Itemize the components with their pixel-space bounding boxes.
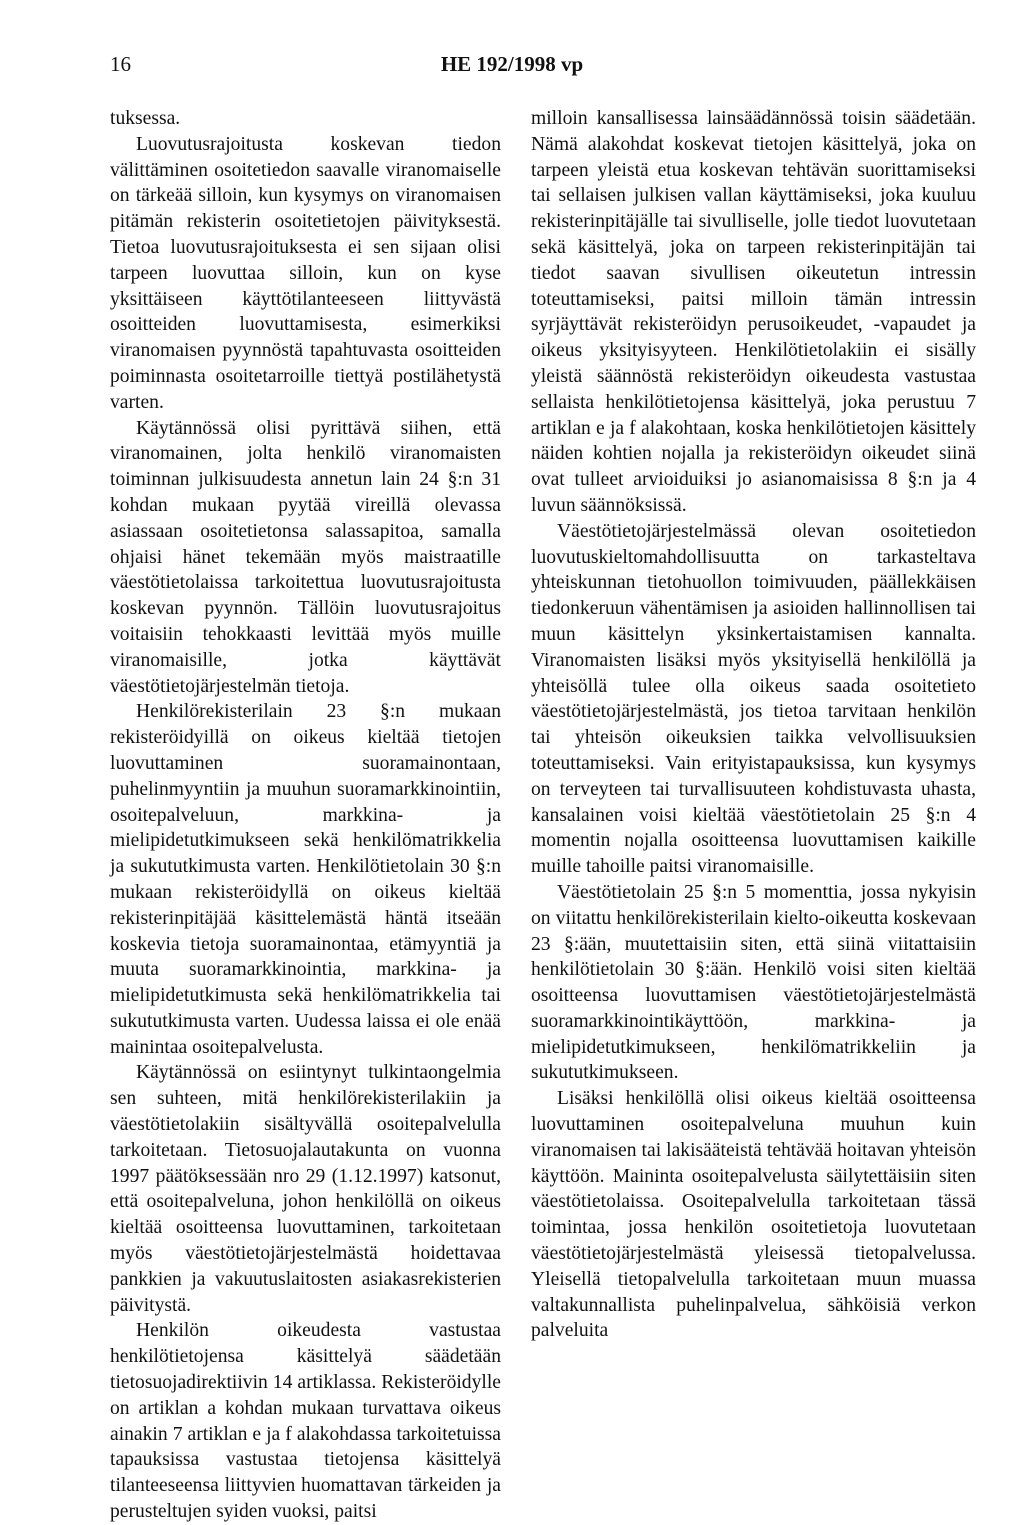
paragraph: milloin kansallisessa lainsäädännössä toisin säädetään. Nämä alakohdat koskevat tietojen käsittelyä, joka on tarpeen yleistä etua koskevan tehtävän suorittamiseksi tai sellaisen julkisen vallan käyttämiseksi, joka kuuluu rekisterinpitäjälle tai sivulliselle, jolle tiedot luovutetaan sekä käsittelyä, joka on tarpeen rekisterinpitäjän tai tiedot saavan sivullisen oikeutetun intressin toteuttamiseksi, paitsi milloin tämän intressin syrjäyttävät rekisteröidyn perusoikeudet, -vapaudet ja oikeus yksityisyyteen. Henkilötietolakiin ei sisälly yleistä säännöstä rekisteröidyn oikeudesta vastustaa sellaista henkilötietojensa käsittelyä, joka perustuu 7 artiklan e ja f alakohtaan, koska henkilötietojen käsittely näiden kohtien nojalla ja rekisteröidyn oikeudet siinä ovat tulleet arvioiduiksi jo asianomaisissa 8 §:n ja 4 luvun säännöksissä. <box>531 108 976 516</box>
paragraph: Väestötietolain 25 §:n 5 momenttia, jossa nykyisin on viitattu henkilörekisterilain kielto-oikeutta koskevaan 23 §:ään, muutettaisiin siten, että siinä viitattaisiin henkilötietolain 30 §:ään. Henkilö voisi siten kieltää osoitteensa luovuttamisen väestötietojärjestelmästä suoramarkkinointikäyttöön, markkina- ja mielipidetutkimukseen, henkilömatrikkeliin ja sukututkimukseen. <box>531 881 976 1084</box>
document-id: HE 192/1998 vp <box>440 52 584 76</box>
paragraph: Lisäksi henkilöllä olisi oikeus kieltää osoitteensa luovuttaminen osoitepalveluna muuhun kuin viranomaisen tai lakisääteistä tehtävää hoitavan yhteisön käyttöön. Maininta osoitepalvelusta säilytettäisiin siten väestötietolaissa. Osoitepalvelulla tarkoitetaan tässä toimintaa, jossa henkilön osoitetietoja luovutetaan väestötietojärjestelmästä yleisessä tietopalvelussa. Yleisellä tietopalvelulla tarkoitetaan muun muassa valtakunnallista puhelinpalvelua, sähköisiä verkon palveluita <box>531 1088 976 1342</box>
paragraph: Henkilörekisterilain 23 §:n mukaan rekisteröidyillä on oikeus kieltää tietojen luovuttaminen suoramainontaan, puhelinmyyntiin ja muuhun suoramarkkinointiin, osoitepalveluun, markkina- ja mielipidetutkimukseen sekä henkilömatrikkelia ja sukututkimusta varten. Henkilötietolain 30 §:n mukaan rekisteröidyllä on oikeus kieltää rekisterinpitäjää käsittelemästä häntä itseään koskevia tietoja suoramainontaa, etämyyntiä ja muuta suoramarkkinointia, markkina- ja mielipidetutkimusta sekä henkilömatrikkelia tai sukututkimusta varten. Uudessa laissa ei ole enää mainintaa osoitepalvelusta. <box>110 701 501 1058</box>
right-column <box>531 106 976 1344</box>
paragraph: tuksessa. <box>110 108 181 129</box>
paragraph: Väestötietojärjestelmässä olevan osoitetiedon luovutuskieltomahdollisuutta on tarkasteltava yhteiskunnan tietohuollon toimivuuden, päällekkäisen tiedonkeruun vähentämisen ja asioiden hallinnollisen tai muun käsittelyn yksinkertaistamisen kannalta. Viranomaisten lisäksi myös yksityisellä henkilöllä ja yhteisöllä tulee olla oikeus saada osoitetieto väestötietojärjestelmästä, jos tietoa tarvitaan henkilön tai yhteisön oikeuksien taikka velvollisuuksien toteuttamiseksi. Vain erityistapauksissa, kun kysymys on terveyteen tai turvallisuuteen kohdistuvasta uhasta, kansalainen voisi kieltää väestötietolain 25 §:n 4 momentin nojalla osoitteensa luovuttamisen kaikille muille tahoille paitsi viranomaisille. <box>531 520 976 878</box>
left-column <box>110 106 501 1525</box>
paragraph: Käytännössä on esiintynyt tulkintaongelmia sen suhteen, mitä henkilörekisterilakiin ja väestötietolakiin sisältyvällä osoitepalvelulla tarkoitetaan. Tietosuojalautakunta on vuonna 1997 päätöksessään nro 29 (1.12.1997) katsonut, että osoitepalveluna, johon henkilöllä on oikeus kieltää osoitteensa luovuttaminen, tarkoitetaan myös väestötietojärjestelmästä hoidettavaa pankkien ja vakuutuslaitosten asiakasrekisterien päivitystä. <box>110 1062 501 1316</box>
page-header <box>0 52 1024 92</box>
page-number: 16 <box>110 52 131 76</box>
paragraph: Luovutusrajoitusta koskevan tiedon välittäminen osoitetiedon saavalle viranomaiselle on tärkeää silloin, kun kysymys on viranomaisen pitämän rekisterin osoitetietojen päivityksestä. Tietoa luovutusrajoituksesta ei sen sijaan olisi tarpeen luovuttaa silloin, kun on kyse yksittäiseen käyttötilanteeseen liittyvästä osoitteiden luovuttamisesta, esimerkiksi viranomaisen pyynnöstä tapahtuvasta osoitteiden poiminnasta osoitetarroille tiettyä postilähetystä varten. <box>110 133 501 413</box>
paragraph: Henkilön oikeudesta vastustaa henkilötietojensa käsittelyä säädetään tietosuojadirektiivin 14 artiklassa. Rekisteröidylle on artiklan a kohdan mukaan turvattava oikeus ainakin 7 artiklan e ja f alakohdassa tarkoitetuissa tapauksissa vastustaa tietojensa käsittelyä tilanteeseensa liittyvien huomattavan tärkeiden ja perusteltujen syiden vuoksi, paitsi <box>110 1320 501 1523</box>
paragraph: Käytännössä olisi pyrittävä siihen, että viranomainen, jolta henkilö viranomaisten toiminnan julkisuudesta annetun lain 24 §:n 31 kohdan mukaan pyytää vireillä olevassa asiassaan osoitetietonsa salassapitoa, samalla ohjaisi hänet tekemään myös maistraatille väestötietolaissa tarkoitettua luovutusrajoitusta koskevan pyynnön. Tällöin luovutusrajoitus voitaisiin tehokkaasti levittää myös muille viranomaisille, jotka käyttävät väestötietojärjestelmän tietoja. <box>110 417 501 697</box>
